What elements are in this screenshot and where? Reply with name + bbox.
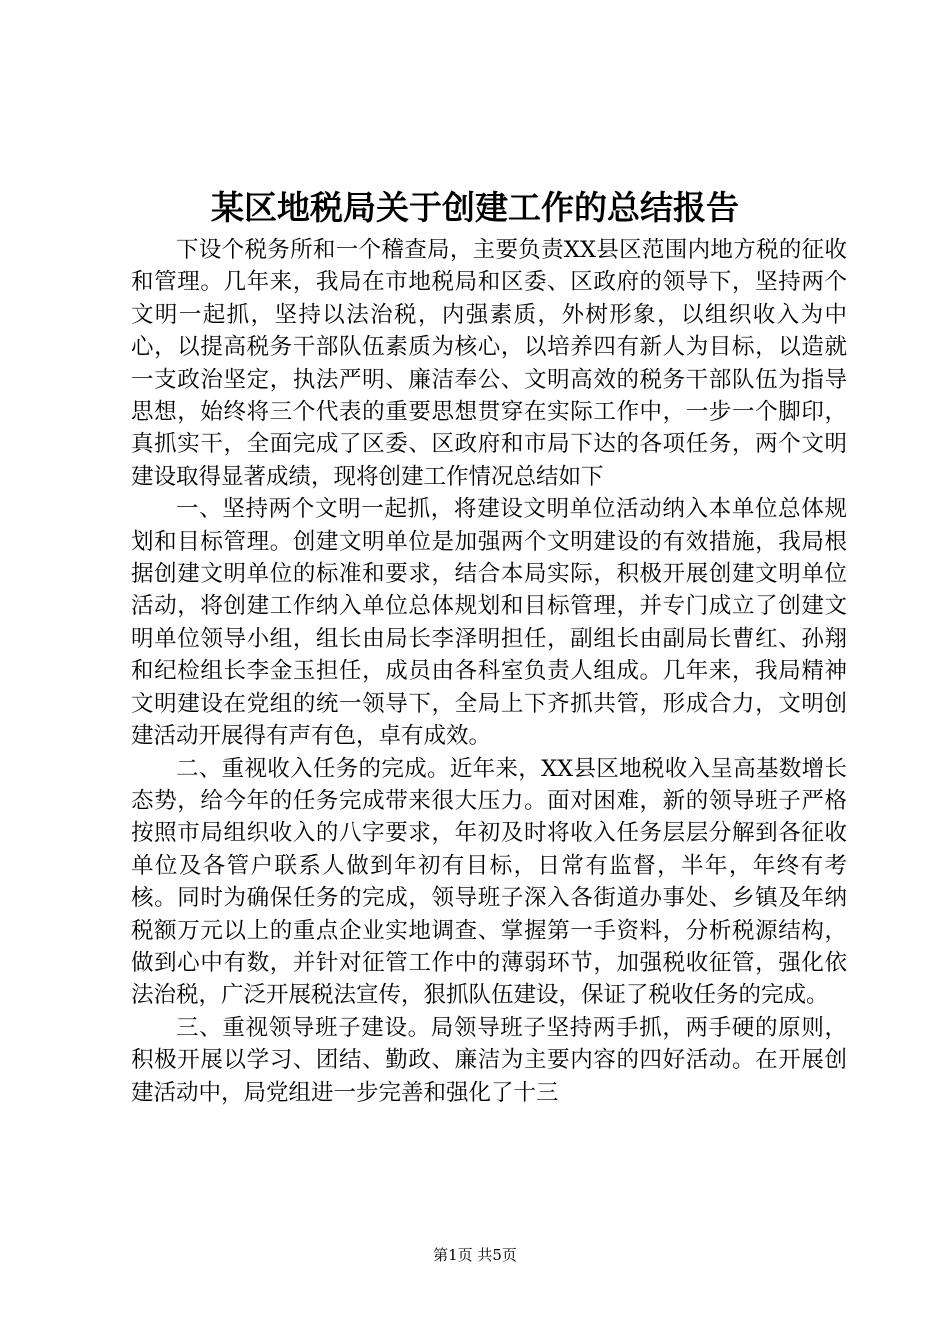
document-body: [131, 234, 847, 1109]
section-one-paragraph: 一、坚持两个文明一起抓，将建设文明单位活动纳入本单位总体规划和目标管理。创建文明单位是加强两个文明建设的有效措施，我局根据创建文明单位的标准和要求，结合本局实际，积极开展创建文明单位活动，将创建工作纳入单位总体规划和目标管理，并专门成立了创建文明单位领导小组，组长由局长李泽明担任，副组长由副局长曹红、孙翔和纪检组长李金玉担任，成员由各科室负责人组成。几年来，我局精神文明建设在党组的统一领导下，全局上下齐抓共管，形成合力，文明创建活动开展得有声有色，卓有成效。: [131, 496, 847, 750]
intro-paragraph: 下设个税务所和一个稽查局，主要负责XX县区范围内地方税的征收和管理。几年来，我局在市地税局和区委、区政府的领导下，坚持两个文明一起抓，坚持以法治税，内强素质，外树形象，以组织收入为中心，以提高税务干部队伍素质为核心，以培养四有新人为目标，以造就一支政治坚定，执法严明、廉洁奉公、文明高效的税务干部队伍为指导思想，始终将三个代表的重要思想贯穿在实际工作中，一步一个脚印，真抓实干，全面完成了区委、区政府和市局下达的各项任务，两个文明建设取得显著成绩，现将创建工作情况总结如下: [131, 237, 847, 490]
section-two-paragraph: 二、重视收入任务的完成。近年来，XX县区地税收入呈高基数增长态势，给今年的任务完成带来很大压力。面对困难，新的领导班子严格按照市局组织收入的八字要求，年初及时将收入任务层层分解到各征收单位及各管户联系人做到年初有目标，日常有监督，半年，年终有考核。同时为确保任务的完成，领导班子深入各街道办事处、乡镇及年纳税额万元以上的重点企业实地调查、掌握第一手资料，分析税源结构，做到心中有数，并针对征管工作中的薄弱环节，加强税收征管，强化依法治税，广泛开展税法宣传，狠抓队伍建设，保证了税收任务的完成。: [131, 755, 847, 1009]
document-title: 某区地税局关于创建工作的总结报告: [211, 188, 739, 227]
page-number-footer: 第1页 共5页: [433, 1246, 517, 1264]
section-three-paragraph: 三、重视领导班子建设。局领导班子坚持两手抓，两手硬的原则，积极开展以学习、团结、勤政、廉洁为主要内容的四好活动。在开展创建活动中，局党组进一步完善和强化了十三: [131, 1014, 847, 1106]
